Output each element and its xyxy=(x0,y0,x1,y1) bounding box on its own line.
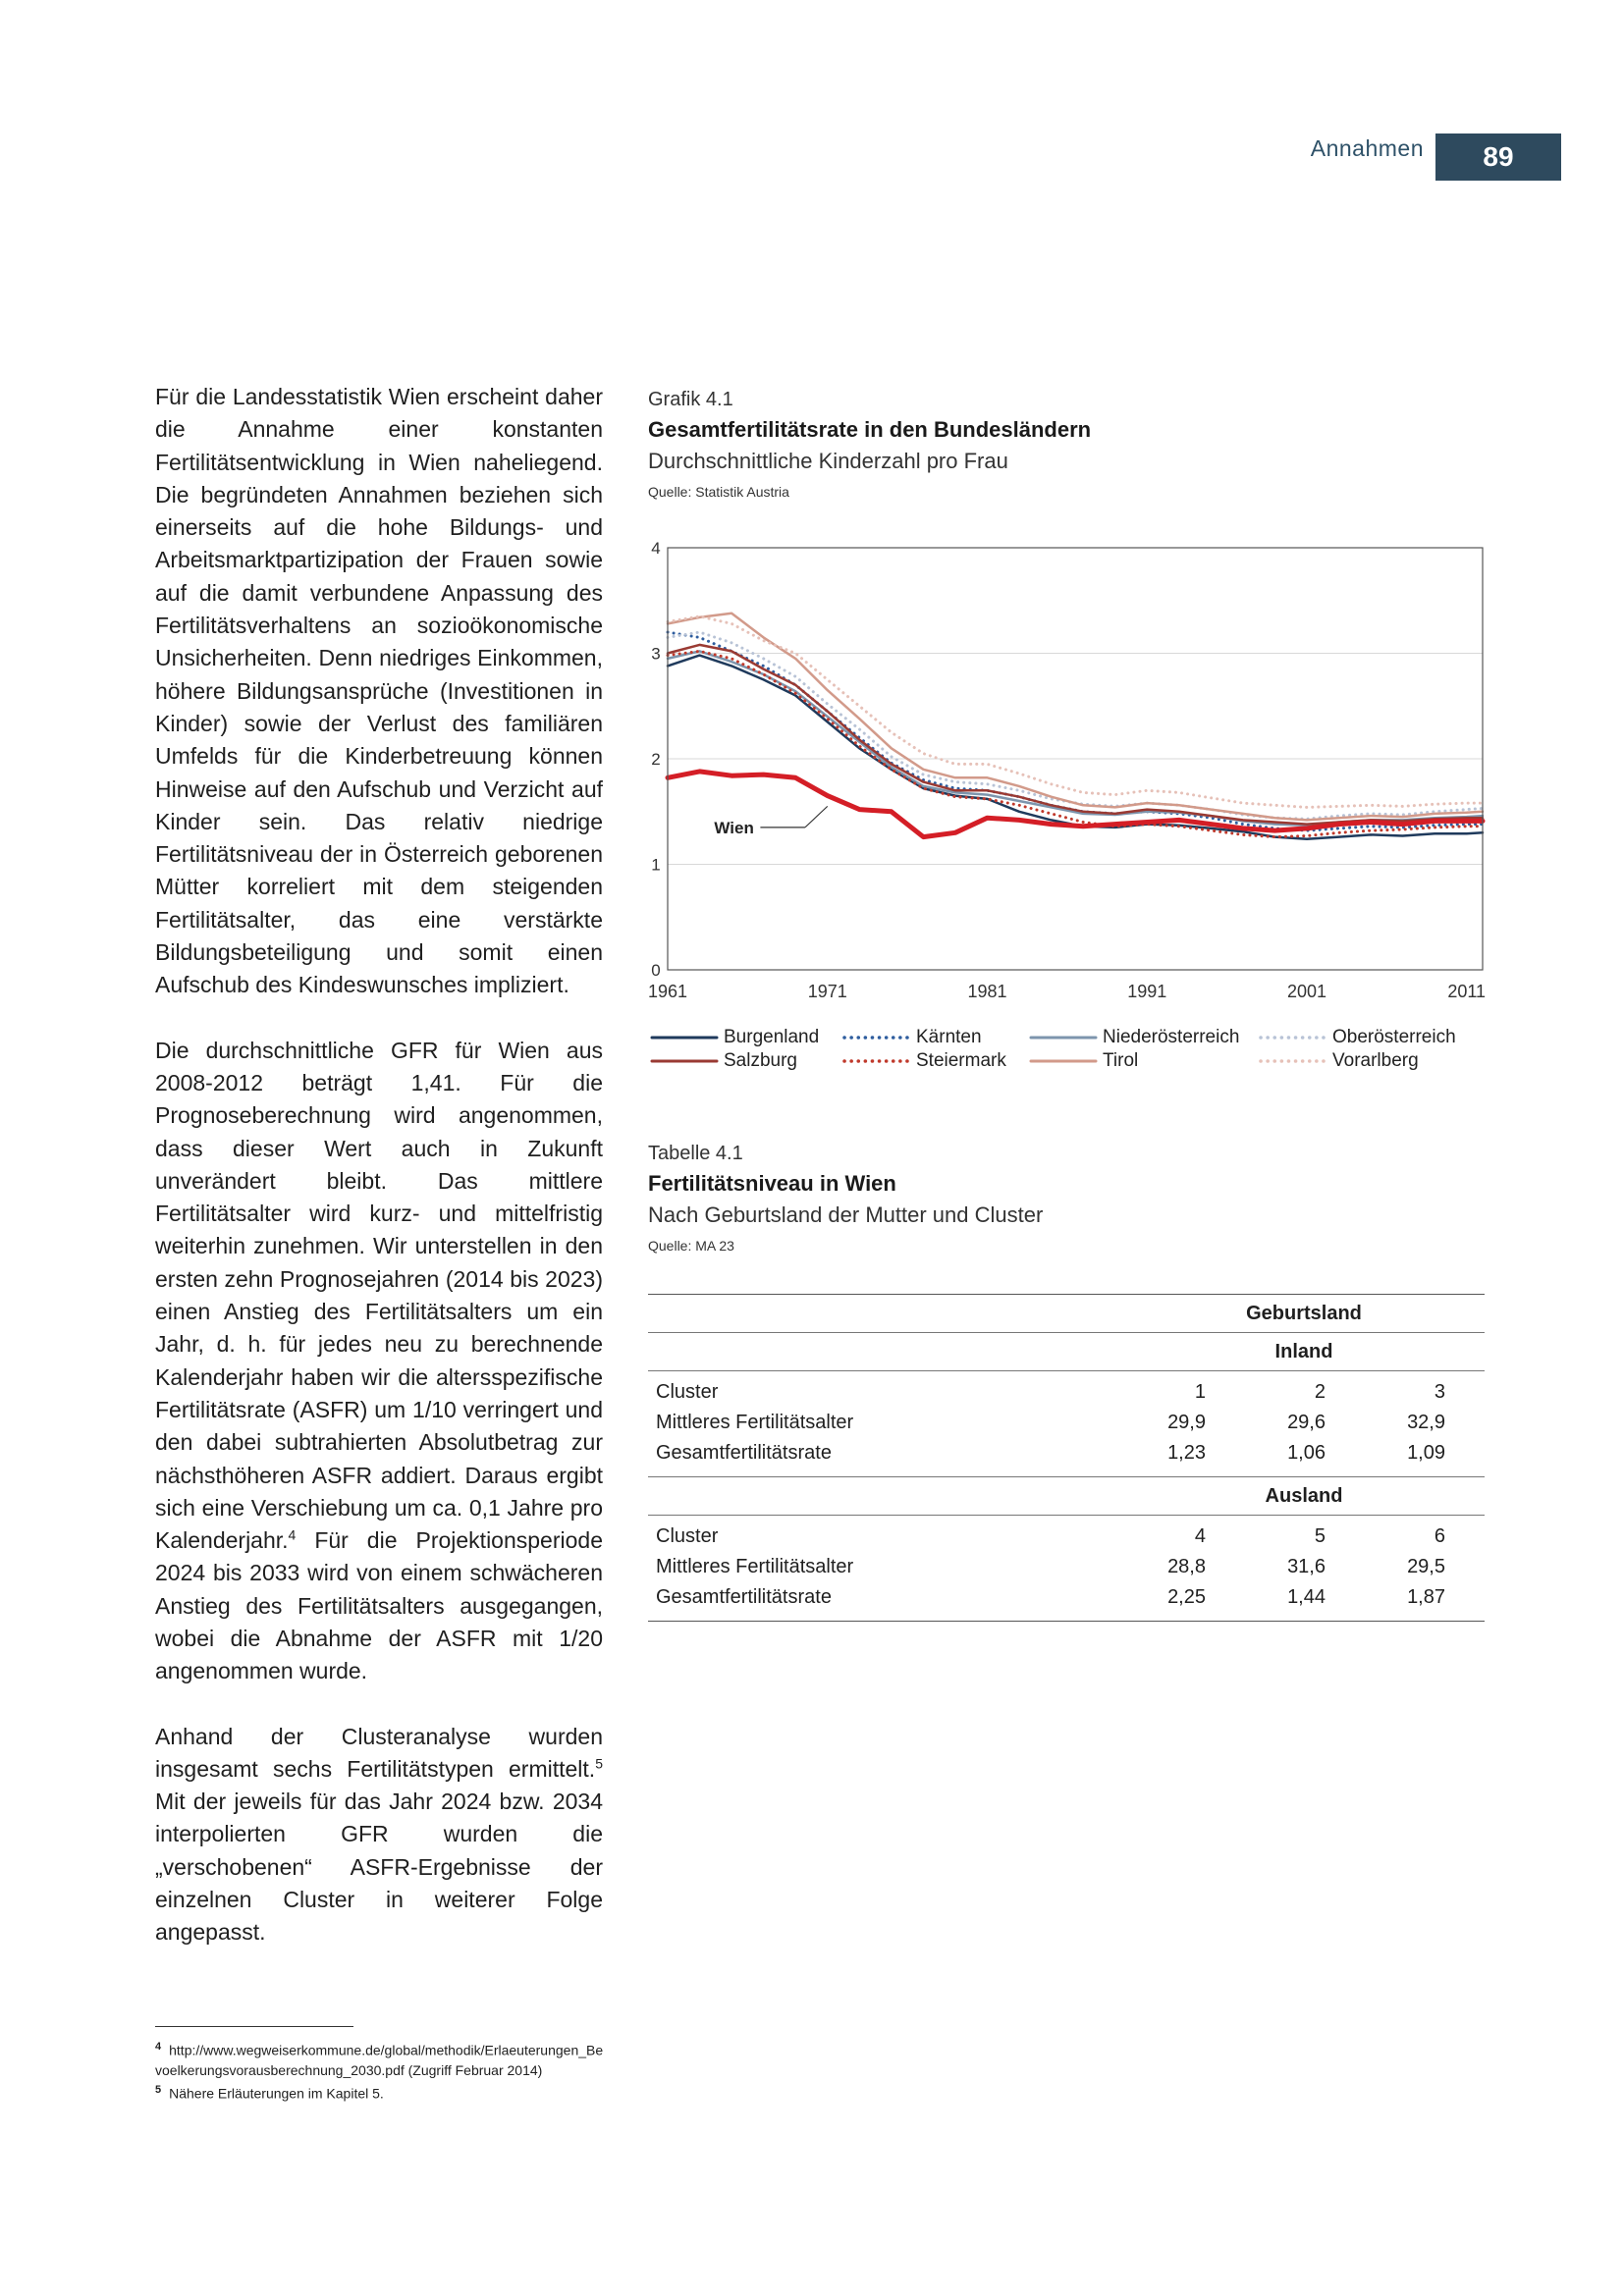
legend-label: Burgenland xyxy=(724,1027,820,1047)
table-row xyxy=(648,1438,1485,1468)
table-cell: 2,25 xyxy=(1167,1586,1206,1608)
table-row xyxy=(648,1582,1485,1613)
legend-label: Oberösterreich xyxy=(1332,1027,1456,1047)
table-cell: 32,9 xyxy=(1407,1412,1445,1433)
table-cell: 1,23 xyxy=(1167,1442,1206,1464)
footnote xyxy=(155,2080,607,2104)
footnote-number: 5 xyxy=(155,2083,162,2096)
footnote-text[interactable]: http://www.wegweiserkommune.de/global/methodik/Erlaeuterungen_Bevoelkerungsvorausberechnung_2030.pdf (Zugriff Februar 2014) xyxy=(155,2042,604,2078)
footnote-ref[interactable]: 5 xyxy=(595,1755,603,1772)
table-cell: 29,9 xyxy=(1167,1412,1206,1433)
legend-swatch xyxy=(1029,1054,1098,1068)
x-tick-label: 1971 xyxy=(807,982,847,1001)
table-cell: 31,6 xyxy=(1287,1556,1326,1577)
section-title: Annahmen xyxy=(1310,135,1424,161)
table-title: Fertilitätsniveau in Wien xyxy=(648,1171,896,1196)
table-header xyxy=(648,1143,1492,1254)
paragraph-text: Für die Projektionsperiode 2024 bis 2033 wird von einem schwächeren Anstieg des Fertilitätsalters ausgegangen, wobei die Abnahme der ASFR mit 1/20 angenommen wurde. xyxy=(155,1527,603,1684)
series-line-kärnten xyxy=(668,632,1483,830)
legend-swatch xyxy=(1259,1054,1327,1068)
row-label: Gesamtfertilitätsrate xyxy=(656,1442,832,1464)
y-tick-label: 3 xyxy=(651,644,661,664)
table-row xyxy=(648,1552,1485,1582)
row-label: Gesamtfertilitätsrate xyxy=(656,1586,832,1608)
legend-label: Steiermark xyxy=(916,1050,1006,1071)
paragraph-text: Mit der jeweils für das Jahr 2024 bzw. 2034 interpolierten GFR wurden die „verschobenen“ ASFR-Ergebnisse der einzelnen Cluster in weiterer Folge angepasst. xyxy=(155,1789,603,1946)
figure-source: Quelle: Statistik Austria xyxy=(648,484,789,500)
row-label: Cluster xyxy=(656,1381,719,1403)
table-row xyxy=(648,1522,1485,1552)
legend-swatch xyxy=(1259,1031,1327,1044)
paragraph-text: Die durchschnittliche GFR für Wien aus 2008-2012 beträgt 1,41. Für die Prognoseberechnung wird angenommen, dass dieser Wert auch in Zukunft unverändert bleibt. Das mittlere Fertilitätsalter wird kurz- und mittelfristig weiterhin zunehmen. Wir unterstellen in den ersten zehn Prognosejahren (2014 bis 2023) einen Anstieg des Fertilitätsalters um ein Jahr, d. h. für jedes neu zu berechnende Kalenderjahr haben wir die altersspezifische Fertilitätsrate (ASFR) um 1/10 verringert und den dabei subtrahierten Absolutbetrag zur nächsthöheren ASFR addiert. Daraus ergibt sich eine Verschiebung um ca. 0,1 Jahre pro Kalenderjahr. xyxy=(155,1037,603,1554)
row-label: Mittleres Fertilitätsalter xyxy=(656,1412,854,1433)
x-tick-label: 1981 xyxy=(967,982,1007,1001)
paragraph-text: Anhand der Clusteranalyse wurden insgesamt sechs Fertilitätstypen ermittelt. xyxy=(155,1723,603,1782)
table-group-header xyxy=(648,1295,1485,1332)
table-cell: 5 xyxy=(1314,1525,1326,1547)
table-block-inland xyxy=(648,1371,1485,1476)
table-group-header xyxy=(648,1333,1485,1370)
paragraph xyxy=(155,1035,603,1688)
wien-annotation: Wien xyxy=(714,818,754,837)
table-row xyxy=(648,1408,1485,1438)
table-cell: 29,6 xyxy=(1287,1412,1326,1433)
table-cell: 1,09 xyxy=(1407,1442,1445,1464)
table-cell: 28,8 xyxy=(1167,1556,1206,1577)
row-label: Cluster xyxy=(656,1525,719,1547)
table-cell: 2 xyxy=(1314,1381,1326,1403)
footnote-ref[interactable]: 4 xyxy=(288,1526,297,1543)
figure-header xyxy=(648,389,1492,500)
table-source: Quelle: MA 23 xyxy=(648,1238,734,1254)
figure-subtitle: Durchschnittliche Kinderzahl pro Frau xyxy=(648,449,1008,473)
table-cell: 1 xyxy=(1194,1381,1206,1403)
table-group-header xyxy=(648,1477,1485,1515)
figure-label: Grafik 4.1 xyxy=(648,389,733,410)
legend-swatch xyxy=(650,1031,719,1044)
x-tick-label: 2011 xyxy=(1447,982,1487,1001)
legend-swatch xyxy=(650,1054,719,1068)
paragraph xyxy=(155,1721,603,1949)
table-row xyxy=(648,1377,1485,1408)
table-cell: 4 xyxy=(1194,1525,1206,1547)
geburtsland-header: Geburtsland xyxy=(1246,1303,1362,1324)
table-cell: 1,06 xyxy=(1287,1442,1326,1464)
y-tick-label: 4 xyxy=(651,539,661,558)
legend-swatch xyxy=(842,1054,911,1068)
table-cell: 29,5 xyxy=(1407,1556,1445,1577)
x-tick-label: 1961 xyxy=(648,982,688,1001)
fertility-table xyxy=(648,1294,1485,1622)
footnote-text: Nähere Erläuterungen im Kapitel 5. xyxy=(169,2085,384,2102)
annotation-leader xyxy=(805,806,828,828)
legend-label: Vorarlberg xyxy=(1332,1050,1419,1071)
body-text-column xyxy=(155,381,603,1982)
table-cell: 3 xyxy=(1434,1381,1445,1403)
x-tick-label: 2001 xyxy=(1286,982,1327,1001)
fertility-line-chart xyxy=(648,530,1492,1001)
paragraph: Für die Landesstatistik Wien erscheint daher die Annahme einer konstanten Fertilitätsentwicklung in Wien naheliegend. Die begründeten Annahmen beziehen sich einerseits auf die hohe Bildungs- und Arbeitsmarktpartizipation der Frauen sowie auf die damit verbundene Anpassung des Fertilitätsverhaltens an sozioökonomische Unsicherheiten. Denn niedriges Einkommen, höhere Bildungsansprüche (Investitionen in Kinder) sowie der Verlust des familiären Umfelds für die Kinderbetreuung können Hinweise auf den Aufschub und Verzicht auf Kinder sein. Das relativ niedrige Fertilitätsniveau der in Österreich geborenen Mütter korreliert mit dem steigenden Fertilitätsalter, das eine verstärkte Bildungsbeteiligung und somit einen Aufschub des Kindeswunsches impliziert. xyxy=(155,384,603,998)
row-label: Mittleres Fertilitätsalter xyxy=(656,1556,854,1577)
table-cell: 6 xyxy=(1434,1525,1445,1547)
table-block-ausland xyxy=(648,1516,1485,1621)
footnote-divider xyxy=(155,2026,353,2027)
legend-label: Salzburg xyxy=(724,1050,797,1071)
y-tick-label: 1 xyxy=(651,855,661,875)
table-cell: 1,87 xyxy=(1407,1586,1445,1608)
footnote-number: 4 xyxy=(155,2041,162,2053)
legend-label: Tirol xyxy=(1103,1050,1139,1071)
series-line-niederösterreich xyxy=(668,651,1483,825)
legend-swatch xyxy=(842,1031,911,1044)
legend-label: Kärnten xyxy=(916,1027,982,1047)
page-number: 89 xyxy=(1435,133,1561,181)
legend-swatch xyxy=(1029,1031,1098,1044)
x-tick-label: 1991 xyxy=(1127,982,1167,1001)
table-label: Tabelle 4.1 xyxy=(648,1143,743,1164)
footnotes xyxy=(155,2026,607,2103)
figure-title: Gesamtfertilitätsrate in den Bundesländern xyxy=(648,417,1092,442)
inland-header: Inland xyxy=(1274,1341,1333,1362)
ausland-header: Ausland xyxy=(1265,1485,1343,1507)
table-subtitle: Nach Geburtsland der Mutter und Cluster xyxy=(648,1202,1044,1227)
footnote xyxy=(155,2037,607,2080)
legend-label: Niederösterreich xyxy=(1103,1027,1240,1047)
table-cell: 1,44 xyxy=(1287,1586,1326,1608)
y-tick-label: 2 xyxy=(651,750,661,769)
series-line-salzburg xyxy=(668,645,1483,825)
table-rule xyxy=(648,1621,1485,1622)
y-tick-label: 0 xyxy=(651,961,661,980)
